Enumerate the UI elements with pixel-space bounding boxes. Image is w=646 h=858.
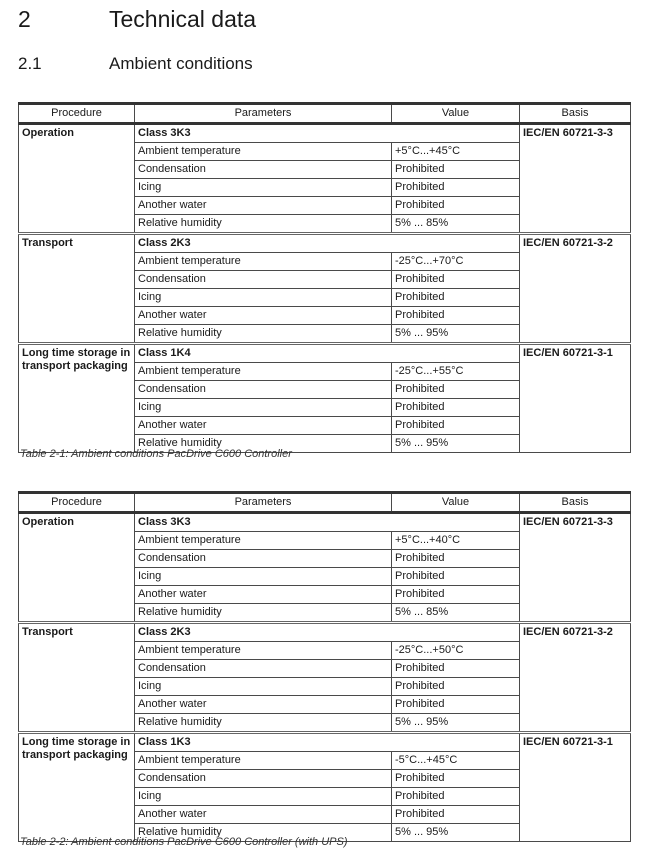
value-cell: Prohibited [392, 586, 520, 604]
parameter-cell: Ambient temperature [135, 143, 392, 161]
parameter-cell: Condensation [135, 271, 392, 289]
procedure-cell: Operation [19, 124, 135, 234]
value-cell: Prohibited [392, 197, 520, 215]
value-cell: 5% ... 95% [392, 714, 520, 733]
procedure-cell: Operation [19, 513, 135, 623]
table-group-row [19, 623, 631, 642]
section-title: Ambient conditions [109, 54, 253, 73]
class-cell: Class 1K4 [135, 344, 520, 363]
value-cell: 5% ... 85% [392, 215, 520, 234]
parameter-cell: Another water [135, 586, 392, 604]
ambient-conditions-table [18, 102, 631, 453]
value-cell: Prohibited [392, 399, 520, 417]
parameter-cell: Condensation [135, 770, 392, 788]
parameter-cell: Relative humidity [135, 824, 392, 842]
value-cell: +5°C...+45°C [392, 143, 520, 161]
class-cell: Class 2K3 [135, 234, 520, 253]
table-group-row [19, 234, 631, 253]
table-group-row [19, 124, 631, 143]
parameter-cell: Condensation [135, 161, 392, 179]
parameter-cell: Another water [135, 417, 392, 435]
column-header: Parameters [135, 493, 392, 513]
value-cell: Prohibited [392, 307, 520, 325]
class-cell: Class 1K3 [135, 733, 520, 752]
value-cell: 5% ... 85% [392, 604, 520, 623]
class-cell: Class 3K3 [135, 124, 520, 143]
parameter-cell: Relative humidity [135, 435, 392, 453]
parameter-cell: Ambient temperature [135, 752, 392, 770]
parameter-cell: Relative humidity [135, 714, 392, 733]
basis-cell: IEC/EN 60721-3-1 [520, 733, 631, 842]
value-cell: -25°C...+70°C [392, 253, 520, 271]
value-cell: -25°C...+55°C [392, 363, 520, 381]
parameter-cell: Ambient temperature [135, 363, 392, 381]
basis-cell: IEC/EN 60721-3-3 [520, 124, 631, 234]
chapter-number: 2 [18, 6, 31, 32]
parameter-cell: Another water [135, 806, 392, 824]
basis-cell: IEC/EN 60721-3-1 [520, 344, 631, 453]
value-cell: 5% ... 95% [392, 325, 520, 344]
value-cell: Prohibited [392, 179, 520, 197]
column-header: Basis [520, 493, 631, 513]
parameter-cell: Icing [135, 788, 392, 806]
value-cell: +5°C...+40°C [392, 532, 520, 550]
value-cell: Prohibited [392, 660, 520, 678]
parameter-cell: Ambient temperature [135, 532, 392, 550]
table-header-row [19, 104, 631, 124]
column-header: Value [392, 493, 520, 513]
class-cell: Class 2K3 [135, 623, 520, 642]
column-header: Basis [520, 104, 631, 124]
procedure-cell: Long time storage in transport packaging [19, 733, 135, 842]
basis-cell: IEC/EN 60721-3-2 [520, 234, 631, 344]
value-cell: Prohibited [392, 271, 520, 289]
section-number: 2.1 [18, 54, 42, 73]
parameter-cell: Another water [135, 307, 392, 325]
value-cell: Prohibited [392, 678, 520, 696]
procedure-cell: Transport [19, 623, 135, 733]
parameter-cell: Condensation [135, 381, 392, 399]
value-cell: Prohibited [392, 417, 520, 435]
value-cell: Prohibited [392, 788, 520, 806]
value-cell: Prohibited [392, 770, 520, 788]
column-header: Procedure [19, 493, 135, 513]
parameter-cell: Condensation [135, 550, 392, 568]
table-group-row [19, 513, 631, 532]
value-cell: 5% ... 95% [392, 435, 520, 453]
class-cell: Class 3K3 [135, 513, 520, 532]
value-cell: Prohibited [392, 550, 520, 568]
column-header: Procedure [19, 104, 135, 124]
value-cell: Prohibited [392, 696, 520, 714]
value-cell: -25°C...+50°C [392, 642, 520, 660]
parameter-cell: Ambient temperature [135, 253, 392, 271]
value-cell: Prohibited [392, 806, 520, 824]
value-cell: Prohibited [392, 289, 520, 307]
parameter-cell: Relative humidity [135, 215, 392, 234]
parameter-cell: Another water [135, 197, 392, 215]
basis-cell: IEC/EN 60721-3-2 [520, 623, 631, 733]
value-cell: Prohibited [392, 568, 520, 586]
value-cell: -5°C...+45°C [392, 752, 520, 770]
parameter-cell: Icing [135, 568, 392, 586]
column-header: Parameters [135, 104, 392, 124]
chapter-title: Technical data [109, 6, 257, 32]
parameter-cell: Relative humidity [135, 604, 392, 623]
parameter-cell: Icing [135, 179, 392, 197]
table-caption: Table 2-2: Ambient conditions PacDrive C600 Controller (with UPS) [20, 836, 348, 848]
parameter-cell: Icing [135, 678, 392, 696]
parameter-cell: Another water [135, 696, 392, 714]
parameter-cell: Icing [135, 289, 392, 307]
value-cell: Prohibited [392, 161, 520, 179]
table-group-row [19, 733, 631, 752]
parameter-cell: Icing [135, 399, 392, 417]
value-cell: Prohibited [392, 381, 520, 399]
value-cell: 5% ... 95% [392, 824, 520, 842]
ambient-conditions-ups-table [18, 491, 631, 842]
table-header-row [19, 493, 631, 513]
parameter-cell: Condensation [135, 660, 392, 678]
procedure-cell: Long time storage in transport packaging [19, 344, 135, 453]
column-header: Value [392, 104, 520, 124]
parameter-cell: Relative humidity [135, 325, 392, 344]
table-group-row [19, 344, 631, 363]
procedure-cell: Transport [19, 234, 135, 344]
basis-cell: IEC/EN 60721-3-3 [520, 513, 631, 623]
table-caption: Table 2-1: Ambient conditions PacDrive C600 Controller [20, 448, 292, 460]
parameter-cell: Ambient temperature [135, 642, 392, 660]
